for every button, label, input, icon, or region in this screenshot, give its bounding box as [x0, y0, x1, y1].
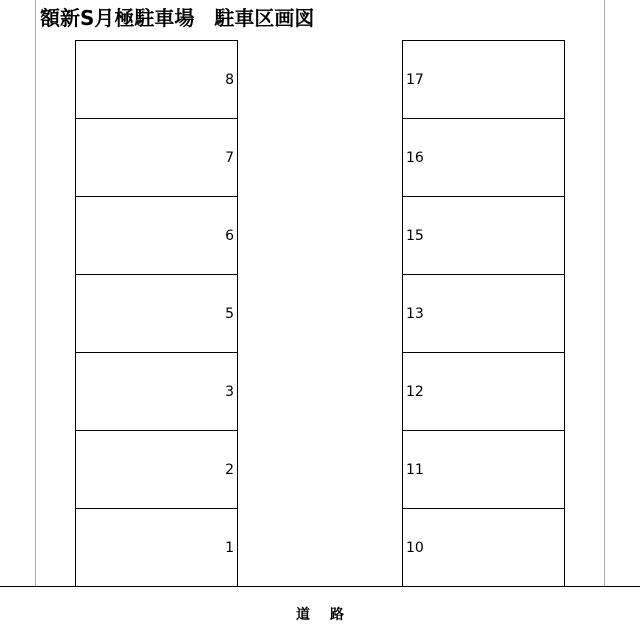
parking-space [402, 274, 565, 353]
parking-space [75, 274, 238, 353]
parking-space [75, 430, 238, 509]
space-number: 6 [225, 227, 234, 244]
parking-space [75, 196, 238, 275]
parking-space [75, 40, 238, 119]
parking-space [402, 40, 565, 119]
frame-left-border [35, 0, 36, 587]
frame-right-border [604, 0, 605, 587]
space-number: 16 [406, 149, 424, 166]
space-number: 5 [225, 305, 234, 322]
parking-space [402, 196, 565, 275]
parking-space [75, 508, 238, 587]
space-number: 8 [225, 71, 234, 88]
parking-space [402, 508, 565, 587]
space-number: 1 [225, 539, 234, 556]
space-number: 2 [225, 461, 234, 478]
parking-space [402, 352, 565, 431]
space-number: 11 [406, 461, 424, 478]
space-number: 17 [406, 71, 424, 88]
space-number: 13 [406, 305, 424, 322]
space-number: 7 [225, 149, 234, 166]
road-label: 道路 [296, 607, 364, 623]
space-number: 10 [406, 539, 424, 556]
road-boundary-line [0, 586, 640, 587]
parking-space [402, 430, 565, 509]
parking-space [75, 352, 238, 431]
space-number: 15 [406, 227, 424, 244]
diagram-title: 額新S月極駐車場 駐車区画図 [40, 6, 315, 30]
parking-space [402, 118, 565, 197]
space-number: 3 [225, 383, 234, 400]
parking-space [75, 118, 238, 197]
space-number: 12 [406, 383, 424, 400]
